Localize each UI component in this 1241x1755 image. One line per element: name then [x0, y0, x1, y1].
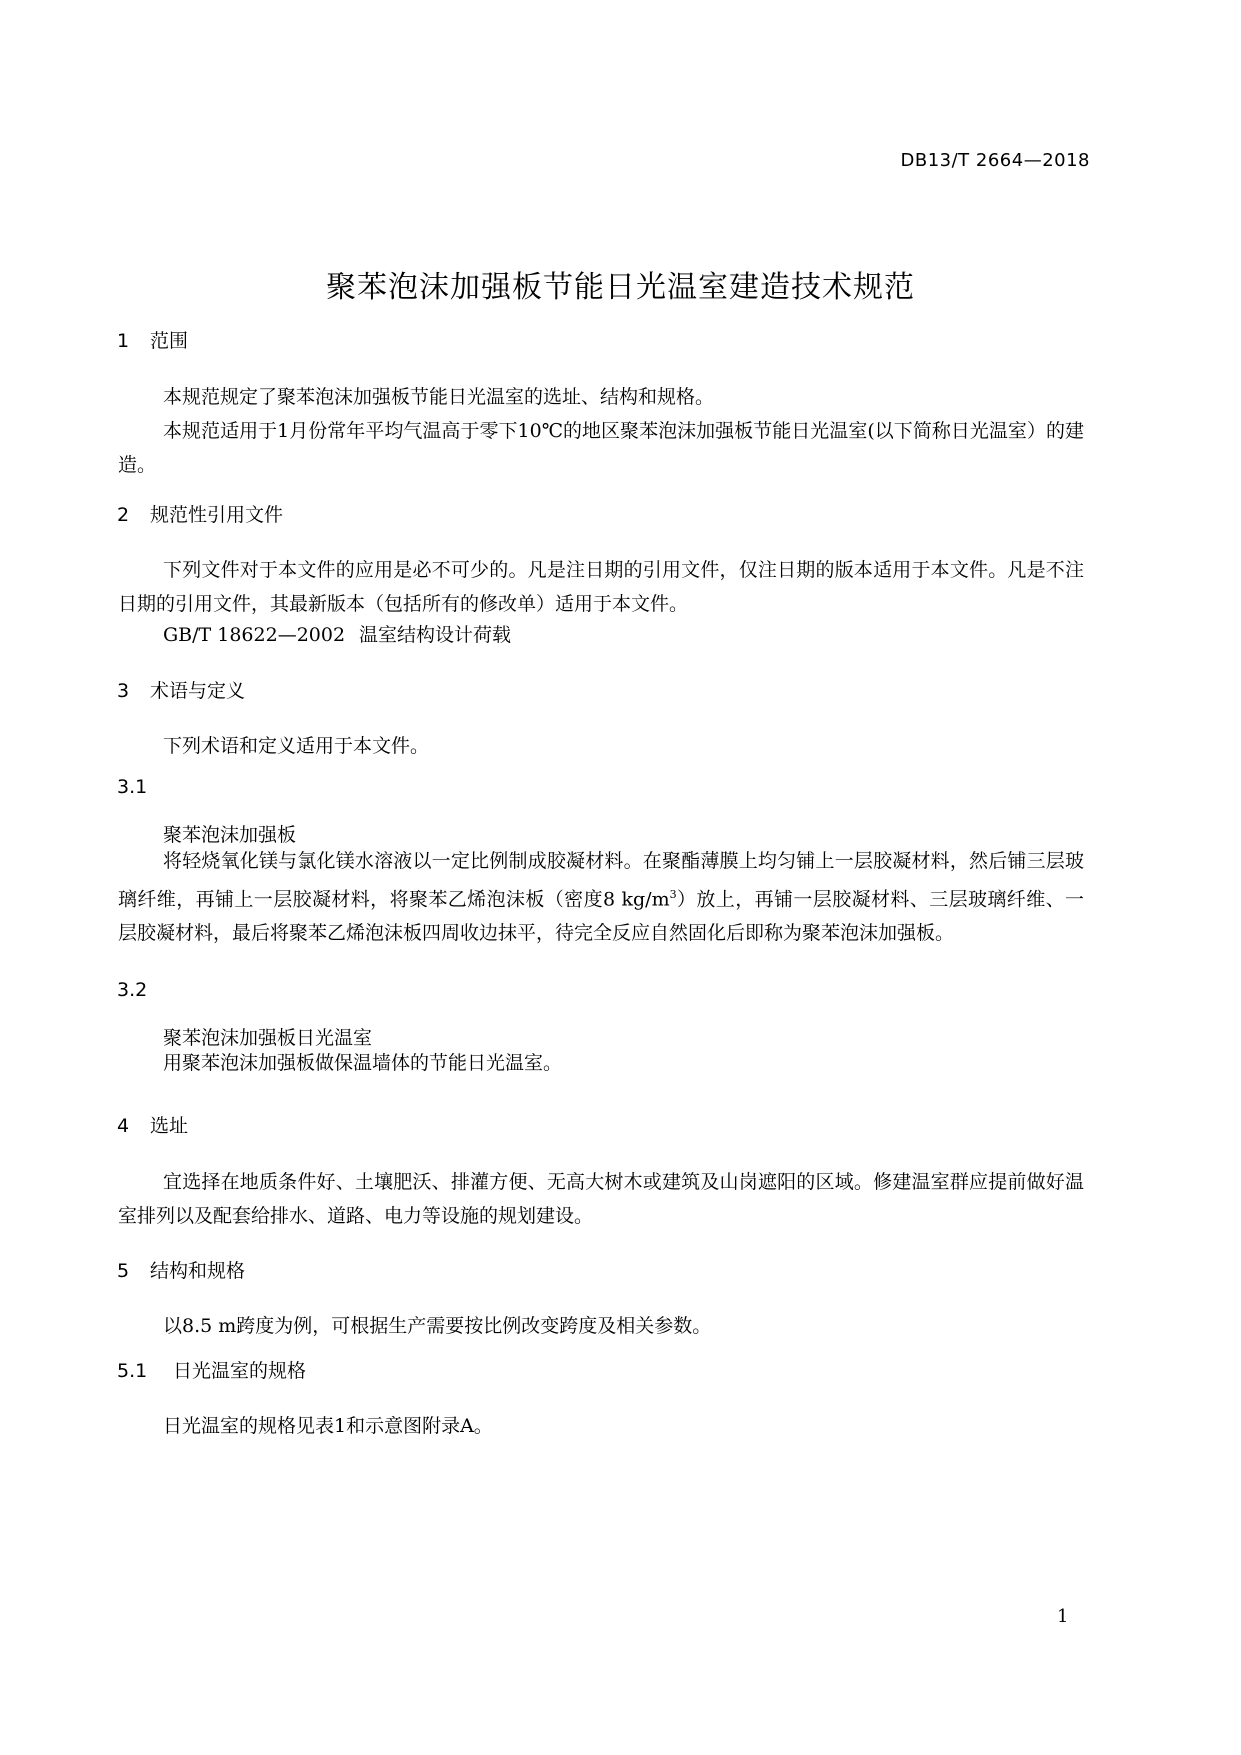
section-1-heading [117, 326, 188, 353]
section-5-1-heading [117, 1356, 306, 1383]
section-number: 2 [117, 504, 130, 526]
section-1-paragraph-2: 本规范适用于1月份常年平均气温高于零下10℃的地区聚苯泡沫加强板节能日光温室(以下简称日光温室）的建造。 [118, 420, 1084, 476]
clause-3-2-number: 3.2 [117, 979, 148, 1001]
definition-text-b: ）放上，再铺一层胶凝材料、三层玻璃纤维、一层胶凝材料，最后将聚苯乙烯泡沫板四周收边抹平，待完全反应自然固化后即称为聚苯泡沫加强板。 [118, 888, 1084, 945]
clause-3-1-number: 3.1 [117, 776, 148, 798]
section-title: 范围 [150, 330, 189, 352]
definition-text-a: 将轻烧氧化镁与氯化镁水溶液以一定比例制成胶凝材料。在聚酯薄膜上均匀铺上一层胶凝材料，然后铺三层玻璃纤维，再铺上一层胶凝材料，将聚苯乙烯泡沫板（密度8 kg/m [118, 850, 1084, 911]
reference-title: 温室结构设计荷载 [359, 624, 512, 646]
section-3-heading [117, 676, 245, 703]
term-3-2: 聚苯泡沫加强板日光温室 [163, 1027, 373, 1049]
definition-3-2: 用聚苯泡沫加强板做保温墙体的节能日光温室。 [163, 1052, 563, 1074]
document-title: 聚苯泡沫加强板节能日光温室建造技术规范 [326, 270, 915, 305]
section-title: 选址 [150, 1115, 189, 1137]
normative-reference [163, 620, 511, 647]
section-number: 5 [117, 1260, 130, 1282]
superscript: 3 [669, 888, 677, 901]
section-number: 5.1 [117, 1360, 148, 1382]
definition-3-1 [118, 844, 1084, 950]
section-5-1-paragraph-1: 日光温室的规格见表1和示意图附录A。 [163, 1415, 493, 1437]
section-title: 规范性引用文件 [150, 504, 284, 526]
section-title: 日光温室的规格 [173, 1360, 307, 1382]
section-1-paragraph-1: 本规范规定了聚苯泡沫加强板节能日光温室的选址、结构和规格。 [163, 386, 715, 408]
section-4-heading [117, 1111, 188, 1138]
section-title: 结构和规格 [150, 1260, 246, 1282]
section-2-paragraph-1: 下列文件对于本文件的应用是必不可少的。凡是注日期的引用文件，仅注日期的版本适用于本文件。凡是不注日期的引用文件，其最新版本（包括所有的修改单）适用于本文件。 [118, 559, 1084, 615]
section-5-paragraph-1: 以8.5 m跨度为例，可根据生产需要按比例改变跨度及相关参数。 [163, 1315, 712, 1337]
section-2-heading [117, 500, 283, 527]
term-3-1: 聚苯泡沫加强板 [163, 824, 297, 846]
section-number: 1 [117, 330, 130, 352]
section-3-paragraph-1: 下列术语和定义适用于本文件。 [163, 735, 430, 757]
section-title: 术语与定义 [150, 680, 246, 702]
section-4-paragraph-1: 宜选择在地质条件好、土壤肥沃、排灌方便、无高大树木或建筑及山岗遮阳的区域。修建温室群应提前做好温室排列以及配套给排水、道路、电力等设施的规划建设。 [118, 1171, 1084, 1227]
standard-code: DB13/T 2664—2018 [900, 150, 1090, 171]
reference-code: GB/T 18622—2002 [163, 624, 346, 646]
section-5-heading [117, 1256, 245, 1283]
section-number: 3 [117, 680, 130, 702]
page-number: 1 [1057, 1606, 1069, 1627]
section-number: 4 [117, 1115, 130, 1137]
